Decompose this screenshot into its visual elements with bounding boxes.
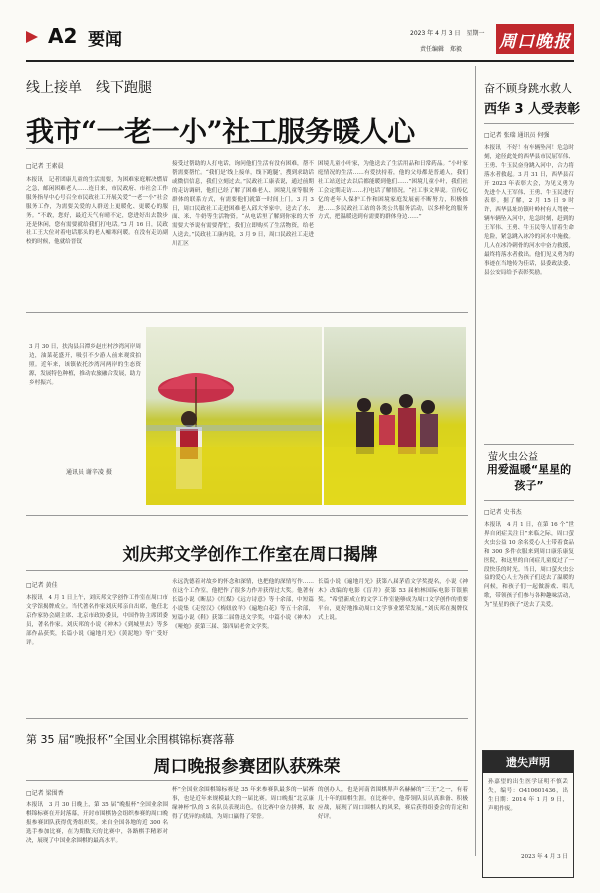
side1-byline: □记者 张瑞 通讯员 何强 bbox=[484, 132, 550, 139]
masthead bbox=[0, 0, 600, 62]
page-code: A2 bbox=[48, 24, 78, 48]
story2-col1: 本报讯 4 月 1 日上午，刘庆邦文学创作工作室在周口市文学馆揭牌成立。当代著名作家刘庆邦亲自出席，他任北京作家协会副主席、北京市政协委员，中国作协主席团委员，著名作家。刘庆邦的小说《神木》《到城里去》等多部作品获奖，长篇小说《遍地月光》《黄泥地》等广受好评。 bbox=[26, 595, 168, 646]
story2-headline: 刘庆邦文学创作工作室在周口揭牌 bbox=[122, 545, 378, 565]
story2-col2: 永远洗德着对故乡的怀念和深情，也把他的深情写作……在这个工作室，他把作了很多力作并获得过大奖。他著有长篇小说《断层》《红煤》《远方诗意》等十余部，中短篇小说集《走窑汉》《梅妞放羊》《遍地白花》等五十余部，短篇小说《鞋》获第二届鲁迅文学奖，中篇小说《神木》《哑炮》获第三届、第四届老舍文学奖。 bbox=[172, 579, 314, 630]
side2-top-rule bbox=[484, 444, 574, 445]
red-corner-mark bbox=[26, 31, 38, 43]
editor-line: 责任编辑 郑毅 bbox=[420, 46, 463, 53]
story1-col2: 接受过帮助的人打电话，询问他们生活有没有困难，帮不帮需要帮忙。“我们是‘线上接单，线下跑腿’，搜到求助话或微信信息，我们立刻过去。”民政社工康表说，通过前期的走访调研，他们已经了解了困难老人、困境儿童等服务群体的联系方式，有需要他们就第一时间上门。3 月 3 日，周口民政社工走进困难老人邱大爷家中，送去了水、面、米、牛奶等生活物资。“从电话里了解到你家的大爷需要大爷说有需要帮忙，我们立即购买了生活物资，给老人送去。”民政社工康冉说，3 月 9 日，周口民政社工走进川汇区 bbox=[172, 161, 314, 248]
side2-rule bbox=[484, 500, 574, 501]
newspaper-logo bbox=[496, 24, 574, 54]
side2-byline: □记者 史书杰 bbox=[484, 509, 522, 516]
story1-col3: 困境儿童小叶家，为他送去了生活用品和日常药品。“小叶家庭情况的生活……有爱扶持着，他的父母都是普通人，我们社工站送过去以后都能暖到他们……”困境儿童小叶，我们社工会定期走访……打电话了解情况。“社工事文界说。宣传亿亿的老年人保护工作和困境家庭发展前不断努力，积极推进……多民政社工站的各类公共服务活动，以多样化的服务方式，把温暖送到有需要的群体身边……” bbox=[318, 161, 468, 221]
story1-headline: 我市“一老一小”社工服务暖人心 bbox=[26, 115, 415, 148]
side2-headline: 用爱温暖“星星的孩子” bbox=[486, 463, 572, 492]
photo-block bbox=[26, 312, 468, 516]
lost-notice bbox=[482, 750, 574, 878]
photo-woman-parasol bbox=[146, 327, 322, 505]
story3-rule bbox=[26, 780, 468, 781]
story1-rule bbox=[26, 148, 468, 149]
story2-byline: □记者 黄佳 bbox=[26, 582, 58, 589]
story3-headline: 周口晚报参赛团队获殊荣 bbox=[153, 757, 341, 777]
side1-text: 本报讯 不好！有车辆坠河！危急时刻，途径此处的西华县市民屈军伟、王勇、牛玉民奋身跳入河中，合力将落水者救起。3 月 31 日，西华县召开 2023 年表彰大会，为见义勇为先进个人王军伟、王勇、牛玉民进行表彰。据了解，2 月 15 日 9 时许，西华县址坊镇叶岭村有人驾驶一辆车辆坠入河中，危急时刻，赶到的王军伟、王勇、牛玉民等人冒着生命危险，紧急跳入冰冷的河水中施救。几人在冰冷刺骨的河水中奋力救援，最终将落水者救出。他们见义勇为的事迹在当地传为佳话，县委政法委、县公安局给予表彰奖励。 bbox=[484, 145, 574, 276]
story3-byline: □记者 梁围香 bbox=[26, 790, 64, 797]
story1-col1: 本报讯 记者团康儿童的生活需要，为困难家庭解决燃眉之急，邮闲困难老人……连日来，市民政府、市社会工作服务指导中心号召全市民政社工开展关爱“一老一小”社会服务工作，为需要关爱的人群送上更暖化、更暖心的服务。“不敢，您好，最近天气有晴不定，您进好出去散步还是休闲，您有需要就给我们打电话。”3 月 16 日，民政社工王大位对着电话那头的老人嘘寒问暖。在没有走访副校的时候，他就给晋钗 bbox=[26, 177, 168, 246]
story3-kicker: 第 35 届“晚报杯”全国业余围棋锦标赛落幕 bbox=[26, 733, 235, 746]
story3-top-rule bbox=[26, 718, 468, 719]
notice-title-bar bbox=[483, 751, 573, 773]
side1-rule bbox=[484, 123, 574, 124]
photo-credit: 通讯员 谢辛凌 摄 bbox=[66, 469, 112, 476]
notice-date: 2023 年 4 月 3 日 bbox=[520, 854, 568, 860]
story1-byline: □记者 王素晨 bbox=[26, 163, 64, 170]
side2-text: 本报讯 4 月 1 日，在第 16 个“世界自闭症关注日”来临之际，周口萤火虫公益 10 余名爱心人士带着食品和 300 多件衣服来到周口康乐康复医院，和这里的自闭症儿童度过了一段快乐的时光。当日，周口萤火虫公益的爱心人士为孩子们送去了温暖的问候，和孩子们一起做游戏、唱儿歌，带领孩子们参与各种趣味活动，为“星星的孩子”送去了关爱。 bbox=[484, 522, 574, 609]
story3-col1: 本报讯 3 月 30 日晚上，第 35 届“晚报杯”全国业余围棋锦标赛在开封落幕，开封市围棋协会组织参赛的周口晚报参赛团队获得优秀组织奖。来自全国各地的近 300 名选手参加比赛，在为期数天的比赛中，各路棋手精彩对决，展现了中国业余围棋的最高水平。 bbox=[26, 802, 168, 844]
photo-family-flowers bbox=[324, 327, 466, 505]
logo-text: 周口晚报 bbox=[499, 31, 571, 52]
side1-kicker: 奋不顾身跳水救人 bbox=[484, 82, 572, 95]
notice-text: 孙嘉望的出生医学证明不慎丢失，编号：O410601436，出生日期：2014 年 1 月 9 日，声明作废。 bbox=[488, 779, 568, 812]
story3-col2: 杯”全国业余围棋锦标赛是 35 年来参赛队最多的一届赛事，也是近年来规模最大的一届比赛。周口晚报“北京康缘神杯”队的 3 名队员表现出色，在比赛中奋力拼搏，取得了优异的成绩，为周口赢得了荣誉。 bbox=[172, 787, 314, 820]
date-line: 2023 年 4 月 3 日 星期一 bbox=[410, 30, 485, 37]
side1-headline: 西华 3 人受表彰 bbox=[484, 102, 581, 117]
section-title: 要闻 bbox=[88, 30, 122, 50]
masthead-rule bbox=[26, 60, 574, 62]
notice-title: 遗失声明 bbox=[506, 756, 550, 769]
story2-rule bbox=[26, 570, 468, 571]
story3-col3: 的创办人，也是河南省围棋界声名赫赫的“三王”之一，有着几十年的围棋生涯。在比赛中，他带领队员认真准备、积极应战，展现了周口围棋人的风采，赛后获得组委会的肯定和好评。 bbox=[318, 787, 468, 820]
column-divider-right bbox=[475, 66, 476, 856]
story1-kicker: 线上接单 线下跑腿 bbox=[26, 80, 152, 96]
story2-col3: 长篇小说《遍地月光》获第八届茅盾文学奖提名，小说《神木》改编的电影《盲井》获第 53 届柏林国际电影节银熊奖。“希望新成立的文学工作室能够成为周口文学创作的重要平台，更好地推动周口文学事业繁荣发展。”刘庆邦在揭牌仪式上说。 bbox=[318, 579, 468, 621]
photo-family-flowers-art bbox=[324, 327, 466, 505]
photo-woman-parasol-art bbox=[146, 327, 322, 505]
photo-caption: 3 月 30 日，扶沟县吕潭乡赵庄村沙湾河岸周边，油菜花盛开，吸引不少游人前来观赏拍照。近年来，该镇依托沙湾河两岸的生态资源，发展特色种植，推动农旅融合发展，助力乡村振兴。 bbox=[29, 344, 141, 386]
side2-kicker: 萤火虫公益 bbox=[488, 452, 538, 463]
